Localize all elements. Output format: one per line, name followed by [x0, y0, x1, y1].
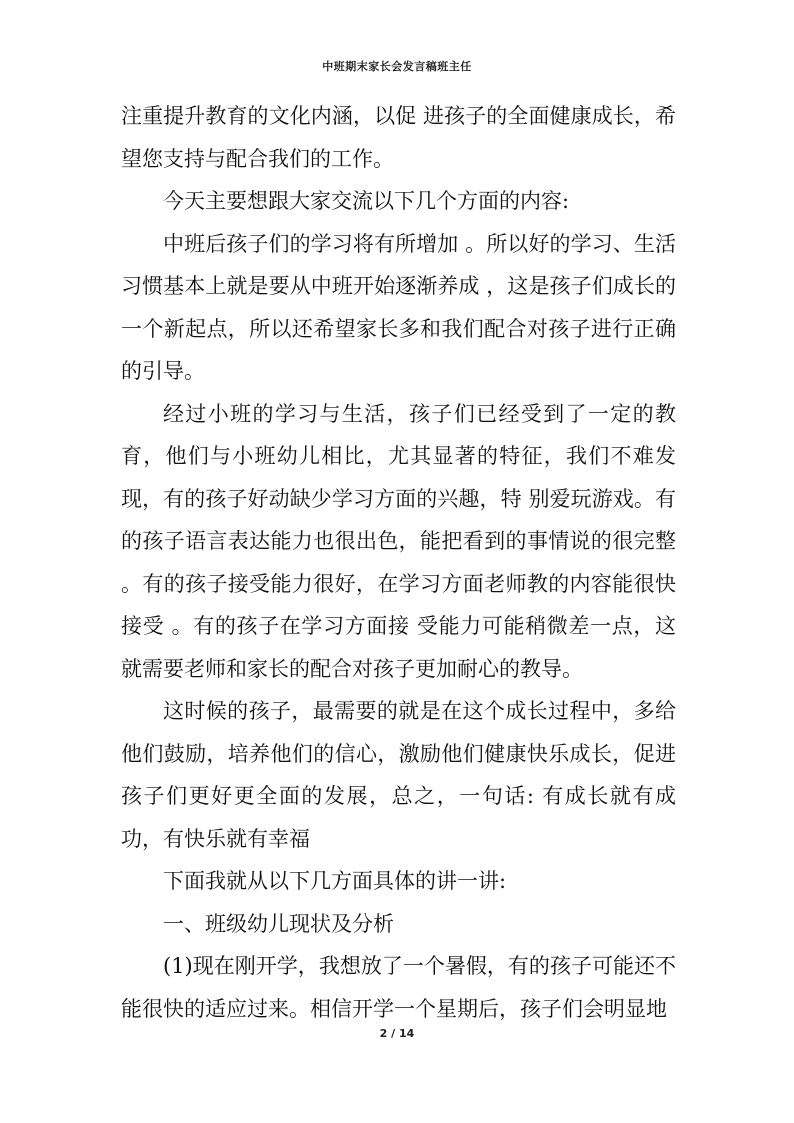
document-body: [121, 95, 676, 1030]
paragraph-learning-habits: 中班后孩子们的学习将有所增加 。所以好的学习、生活习惯基本上就是要从中班开始逐渐养成 ，这是孩子们成长的一个新起点，所以还希望家长多和我们配合对孩子进行正确的引导。: [121, 231, 676, 383]
page-header-title: 中班期末家长会发言稿班主任: [322, 60, 472, 73]
paragraph-intro: 今天主要想跟大家交流以下几个方面的内容:: [163, 189, 570, 213]
section-heading-class-status: 一、班级幼儿现状及分析: [163, 911, 394, 936]
paragraph-outline-intro: 下面我就从以下几方面具体的讲一讲:: [163, 869, 507, 893]
paragraph-encouragement: 这时候的孩子，最需要的就是在这个成长过程中，多给他们鼓励，培养他们的信心，激励他们健康快乐成长，促进孩子们更好更全面的发展，总之，一句话: 有成长就有成功，有快乐就有幸福: [121, 699, 676, 851]
page-number: 2 / 14: [379, 1027, 415, 1040]
paragraph-point-1: (1)现在刚开学，我想放了一个暑假，有的孩子可能还不能很快的适应过来。相信开学一个星期后，孩子们会明显地: [121, 954, 676, 1021]
paragraph-child-differences: 经过小班的学习与生活，孩子们已经受到了一定的教育，他们与小班幼儿相比，尤其显著的特征，我们不难发现，有的孩子好动缺少学习方面的兴趣，特 别爱玩游戏。有的孩子语言表达能力也很出色，能把看到的事情说的很完整 。有的孩子接受能力很好，在学习方面老师教的内容能很快接受 。有的孩子在学习方面接 受能力可能稍微差一点，这就需要老师和家长的配合对孩子更加耐心的教导。: [121, 401, 676, 681]
paragraph-continuation: 注重提升教育的文化内涵，以促 进孩子的全面健康成长，希望您支持与配合我们的工作。: [121, 104, 676, 171]
